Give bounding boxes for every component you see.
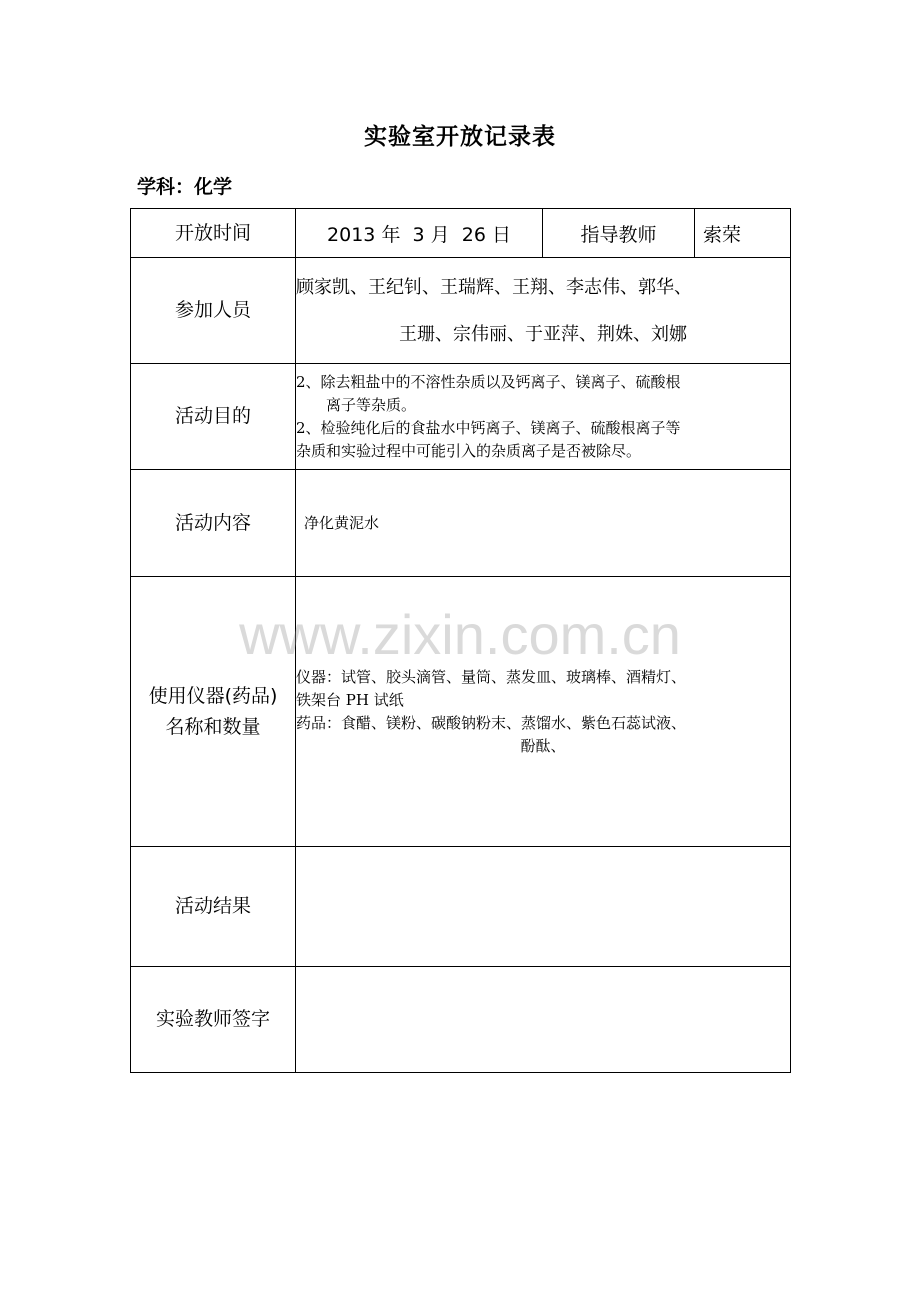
purpose-cell (296, 364, 791, 470)
subject-label: 学科：化学 (137, 176, 233, 198)
purpose-label: 活动目的 (131, 364, 296, 470)
equipment-label-line-1: 使用仪器(药品) (148, 685, 278, 708)
participants-label: 参加人员 (131, 258, 296, 364)
instruments-line-2: 铁架台 PH 试纸 (296, 690, 404, 709)
table-row-result (131, 847, 791, 967)
teacher-name: 索荣 (695, 209, 791, 258)
signature-label: 实验教师签字 (131, 967, 296, 1073)
purpose-item-1a: 2、除去粗盐中的不溶性杂质以及钙离子、镁离子、硫酸根 (296, 372, 681, 391)
result-value (296, 847, 791, 967)
chemicals-line-2: 酚酞、 (520, 736, 566, 755)
record-table (130, 208, 791, 1073)
equipment-cell (296, 577, 791, 847)
table-row-content (131, 470, 791, 577)
signature-value (296, 967, 791, 1073)
result-label: 活动结果 (131, 847, 296, 967)
time-label: 开放时间 (131, 209, 296, 258)
participants-line-1: 顾家凯、王纪钊、王瑞辉、王翔、李志伟、郭华、 (296, 276, 692, 298)
page-title: 实验室开放记录表 (364, 124, 556, 150)
table-row-equipment (131, 577, 791, 847)
date-value: 2013 年 3 月 26 日 (296, 209, 543, 258)
purpose-item-2b: 杂质和实验过程中可能引入的杂质离子是否被除尽。 (296, 441, 642, 460)
table-row-time (131, 209, 791, 258)
teacher-label: 指导教师 (543, 209, 695, 258)
purpose-item-1b: 离子等杂质。 (326, 395, 417, 414)
table-row-participants (131, 258, 791, 364)
participants-line-2: 王珊、宗伟丽、于亚萍、荆姝、刘娜 (399, 323, 687, 345)
table-row-purpose (131, 364, 791, 470)
equipment-label-line-2: 名称和数量 (165, 715, 261, 738)
content-value: 净化黄泥水 (296, 470, 791, 577)
chemicals-line-1: 药品：食醋、镁粉、碳酸钠粉末、蒸馏水、紫色石蕊试液、 (296, 713, 687, 732)
purpose-item-2a: 2、检验纯化后的食盐水中钙离子、镁离子、硫酸根离子等 (296, 418, 681, 437)
table-row-signature (131, 967, 791, 1073)
equipment-label (131, 577, 296, 847)
watermark: www.zixin.com.cn (239, 603, 681, 666)
instruments-line-1: 仪器：试管、胶头滴管、量筒、蒸发皿、玻璃棒、酒精灯、 (296, 667, 687, 686)
participants-cell (296, 258, 791, 364)
content-label: 活动内容 (131, 470, 296, 577)
